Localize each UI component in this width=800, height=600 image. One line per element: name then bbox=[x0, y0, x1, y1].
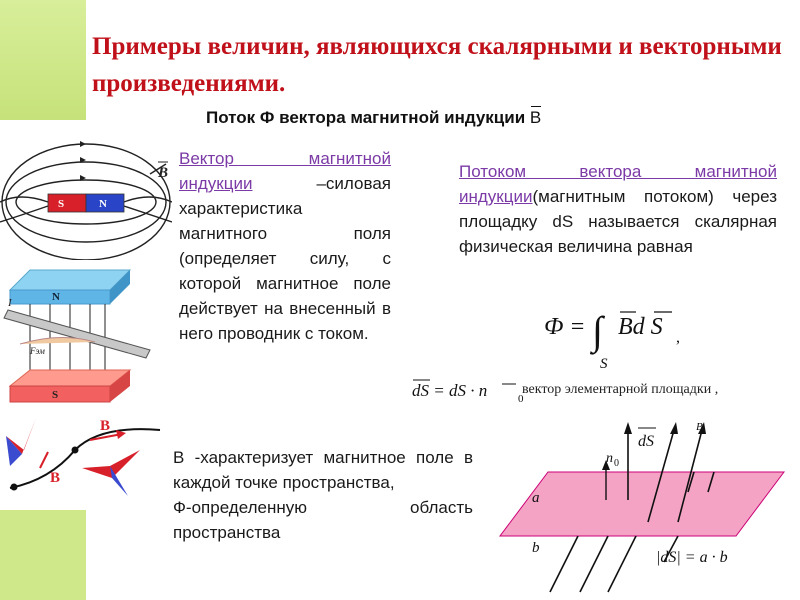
slide-subtitle bbox=[206, 108, 541, 128]
plane-n0-label: n bbox=[606, 451, 613, 466]
phi-note-line: Ф-определенную область пространства bbox=[173, 498, 473, 542]
plane-a-label: a bbox=[532, 490, 540, 506]
magnet-field-figure bbox=[0, 122, 172, 260]
plane-ds-label: dS bbox=[638, 433, 654, 450]
surface-plane bbox=[500, 472, 784, 536]
magnet-s-label: S bbox=[58, 198, 65, 210]
subtitle-b-vector: B bbox=[529, 108, 542, 127]
ds-formula-label: вектор элементарной площадки , bbox=[522, 382, 719, 397]
flux-formula bbox=[538, 300, 698, 372]
field-vectors-figure bbox=[0, 410, 172, 510]
south-pole-face bbox=[10, 386, 110, 402]
magnet-b-label: B bbox=[158, 165, 169, 181]
magnet-south bbox=[48, 194, 86, 212]
b-phi-note bbox=[173, 445, 473, 545]
plane-area-formula: |dS| = a · b bbox=[656, 549, 728, 566]
magnet-n-label: N bbox=[99, 198, 107, 210]
north-pole-face bbox=[10, 290, 110, 304]
south-pole-label: S bbox=[52, 389, 59, 401]
ds-formula-expr: dS = dS · n bbox=[412, 381, 488, 400]
magnetic-flux-definition bbox=[459, 159, 777, 259]
ds-formula bbox=[410, 374, 530, 406]
force-label: Fэм bbox=[30, 346, 45, 356]
magnetic-induction-link[interactable]: Вектор магнитной индукции bbox=[179, 149, 391, 193]
current-label: I bbox=[8, 297, 12, 309]
south-pole-top bbox=[10, 370, 130, 386]
plane-b-side-label: b bbox=[532, 540, 540, 556]
ds-formula-sub: 0 bbox=[518, 393, 524, 405]
vector-b1-label: B bbox=[100, 418, 111, 434]
magnetic-flux-text: (магнитным потоком) через площадку dS называется скалярная физическая величина равная bbox=[459, 187, 777, 256]
magnetic-induction-text: –силовая характеристика магнитного поля (определяет силу, с которой магнитное поле действует на внесенный в него проводник с током. bbox=[179, 174, 391, 343]
subtitle-text: Поток Ф вектора магнитной индукции bbox=[206, 108, 526, 127]
vector-b2-label: B bbox=[50, 470, 61, 486]
conductor-figure bbox=[0, 262, 172, 410]
north-pole-label: N bbox=[52, 291, 60, 303]
b-note-line: B -характеризует магнитное поле в каждой точке пространства, bbox=[173, 448, 473, 492]
flux-formula-lhs: Ф = bbox=[544, 314, 586, 340]
flux-formula-sub: S bbox=[600, 356, 608, 372]
decor-stripe-bottom bbox=[0, 510, 86, 600]
north-pole-top bbox=[10, 270, 130, 290]
decor-stripe-top bbox=[0, 0, 86, 120]
plane-b-label: B bbox=[696, 421, 703, 433]
flux-formula-tail: , bbox=[676, 329, 680, 346]
flux-plane-figure bbox=[488, 412, 788, 598]
flux-formula-body: Bd S bbox=[618, 314, 663, 340]
magnetic-induction-definition bbox=[179, 146, 391, 346]
flux-formula-integral: ∫ bbox=[592, 308, 603, 353]
magnetic-flux-link[interactable]: Потоком вектора магнитной индукции bbox=[459, 162, 777, 206]
slide-title: Примеры величин, являющихся скалярными и векторными произведениями. bbox=[92, 33, 782, 97]
plane-n0-sub: 0 bbox=[614, 458, 619, 469]
